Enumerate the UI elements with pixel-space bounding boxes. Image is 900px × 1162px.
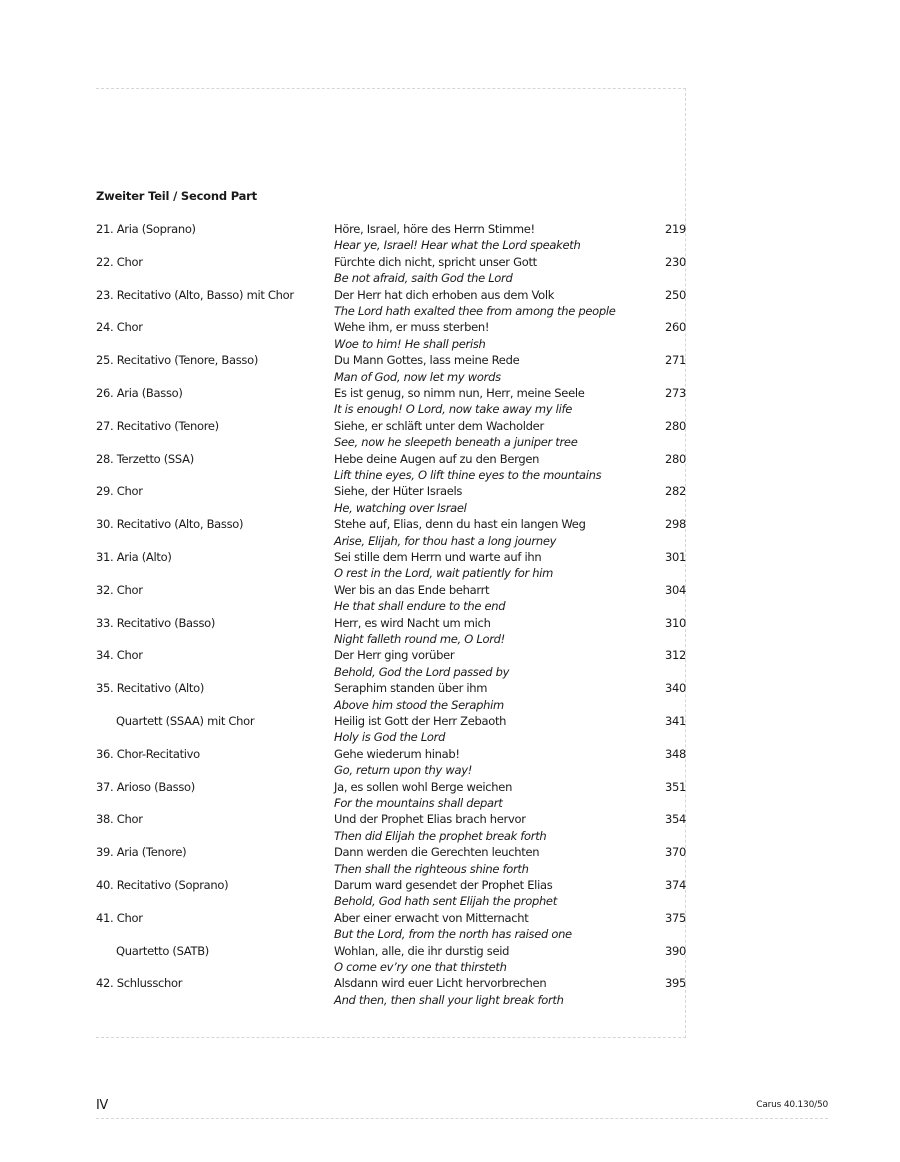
movement-label: 35. Recitativo (Alto): [96, 681, 205, 696]
movement-label: 24. Chor: [96, 320, 143, 335]
english-incipit: Woe to him! He shall perish: [334, 336, 486, 351]
section-title: Zweiter Teil / Second Part: [96, 189, 257, 203]
movement-label: 34. Chor: [96, 648, 143, 663]
movement-label: 32. Chor: [96, 582, 143, 597]
movement-label: Quartett (SSAA) mit Chor: [116, 713, 255, 728]
english-incipit: Hear ye, Israel! Hear what the Lord speaketh: [334, 238, 581, 253]
page-number: 219: [664, 222, 686, 236]
toc-entry: [96, 944, 686, 977]
english-incipit: He, watching over Israel: [334, 500, 467, 515]
german-incipit: Hebe deine Augen auf zu den Bergen: [334, 451, 540, 466]
page-number: 280: [664, 451, 686, 466]
english-incipit: O rest in the Lord, wait patiently for him: [334, 566, 554, 581]
english-incipit: Lift thine eyes, O lift thine eyes to the mountains: [334, 467, 602, 482]
german-incipit: Wehe ihm, er muss sterben!: [334, 320, 490, 335]
english-incipit: But the Lord, from the north has raised one: [334, 927, 572, 942]
page-number: 395: [664, 976, 686, 991]
toc-entry: [96, 714, 686, 747]
page-number: 341: [664, 713, 686, 728]
movement-label: 42. Schlusschor: [96, 976, 183, 991]
toc-entry: [96, 255, 686, 288]
movement-label: 37. Arioso (Basso): [96, 779, 195, 794]
movement-label: 26. Aria (Basso): [96, 385, 183, 400]
toc-entry: [96, 648, 686, 681]
movement-label: Quartetto (SATB): [116, 943, 209, 958]
page-number: 230: [664, 254, 686, 269]
german-incipit: Fürchte dich nicht, spricht unser Gott: [334, 254, 537, 269]
english-incipit: O come ev’ry one that thirsteth: [334, 959, 507, 974]
toc-entry: [96, 452, 686, 485]
page-number: 273: [664, 385, 686, 400]
page-number: 280: [664, 418, 686, 433]
movement-label: 22. Chor: [96, 254, 143, 269]
toc-entry: [96, 517, 686, 550]
toc-entry: [96, 320, 686, 353]
movement-label: 39. Aria (Tenore): [96, 845, 187, 860]
german-incipit: Heilig ist Gott der Herr Zebaoth: [334, 713, 507, 728]
table-of-contents: [96, 222, 686, 1009]
toc-entry: [96, 878, 686, 911]
toc-entry: [96, 747, 686, 780]
english-incipit: It is enough! O Lord, now take away my life: [334, 402, 573, 417]
german-incipit: Du Mann Gottes, lass meine Rede: [334, 353, 520, 368]
page-number: 374: [664, 877, 686, 892]
movement-label: 33. Recitativo (Basso): [96, 615, 216, 630]
english-incipit: For the mountains shall depart: [334, 795, 503, 810]
movement-label: 23. Recitativo (Alto, Basso) mit Chor: [96, 287, 294, 302]
german-incipit: Der Herr hat dich erhoben aus dem Volk: [334, 287, 555, 302]
page-number: 351: [664, 779, 686, 794]
page-number: 282: [664, 484, 686, 499]
toc-entry: [96, 681, 686, 714]
movement-label: 25. Recitativo (Tenore, Basso): [96, 353, 259, 368]
english-incipit: And then, then shall your light break forth: [334, 992, 564, 1007]
german-incipit: Darum ward gesendet der Prophet Elias: [334, 877, 553, 892]
english-incipit: Behold, God the Lord passed by: [334, 664, 510, 679]
page-number: 348: [664, 746, 686, 761]
page-number: 340: [664, 681, 686, 696]
page-number: 370: [664, 845, 686, 860]
german-incipit: Dann werden die Gerechten leuchten: [334, 845, 540, 860]
movement-label: 38. Chor: [96, 812, 143, 827]
page-number: 260: [664, 320, 686, 335]
english-incipit: He that shall endure to the end: [334, 599, 506, 614]
footer-divider: [96, 1118, 828, 1119]
german-incipit: Aber einer erwacht von Mitternacht: [334, 910, 529, 925]
toc-entry: [96, 845, 686, 878]
german-incipit: Wer bis an das Ende beharrt: [334, 582, 490, 597]
toc-entry: [96, 386, 686, 419]
movement-label: 36. Chor-Recitativo: [96, 746, 200, 761]
english-incipit: Night falleth round me, O Lord!: [334, 631, 505, 646]
german-incipit: Siehe, der Hüter Israels: [334, 484, 463, 499]
english-incipit: Then shall the righteous shine forth: [334, 861, 529, 876]
movement-label: 29. Chor: [96, 484, 143, 499]
page-number: 271: [664, 353, 686, 368]
toc-entry: [96, 484, 686, 517]
page-number: 301: [664, 549, 686, 564]
page-number: 375: [664, 910, 686, 925]
english-incipit: Above him stood the Seraphim: [334, 697, 504, 712]
german-incipit: Sei stille dem Herrn und warte auf ihn: [334, 549, 542, 564]
movement-label: 30. Recitativo (Alto, Basso): [96, 517, 244, 532]
page-number: 310: [664, 615, 686, 630]
german-incipit: Stehe auf, Elias, denn du hast ein langen Weg: [334, 517, 586, 532]
english-incipit: The Lord hath exalted thee from among the people: [334, 303, 616, 318]
toc-entry: [96, 616, 686, 649]
page-number: 390: [664, 943, 686, 958]
page-number: 298: [664, 517, 686, 532]
movement-label: 27. Recitativo (Tenore): [96, 418, 219, 433]
english-incipit: Be not afraid, saith God the Lord: [334, 271, 513, 286]
page-numeral: IV: [96, 1098, 108, 1113]
english-incipit: Behold, God hath sent Elijah the prophet: [334, 894, 557, 909]
movement-label: 21. Aria (Soprano): [96, 222, 196, 236]
english-incipit: Arise, Elijah, for thou hast a long journey: [334, 533, 557, 548]
german-incipit: Und der Prophet Elias brach hervor: [334, 812, 526, 827]
toc-entry: [96, 222, 686, 255]
german-incipit: Seraphim standen über ihm: [334, 681, 488, 696]
catalog-number: Carus 40.130/50: [756, 1100, 828, 1110]
toc-entry: [96, 419, 686, 452]
english-incipit: See, now he sleepeth beneath a juniper tree: [334, 435, 578, 450]
english-incipit: Go, return upon thy way!: [334, 763, 473, 778]
english-incipit: Man of God, now let my words: [334, 369, 501, 384]
movement-label: 41. Chor: [96, 910, 143, 925]
toc-entry: [96, 976, 686, 1009]
toc-entry: [96, 550, 686, 583]
german-incipit: Der Herr ging vorüber: [334, 648, 455, 663]
toc-entry: [96, 353, 686, 386]
german-incipit: Ja, es sollen wohl Berge weichen: [334, 779, 513, 794]
german-incipit: Gehe wiederum hinab!: [334, 746, 460, 761]
page-number: 250: [664, 287, 686, 302]
toc-entry: [96, 812, 686, 845]
german-incipit: Es ist genug, so nimm nun, Herr, meine Seele: [334, 385, 585, 400]
toc-entry: [96, 780, 686, 813]
german-incipit: Herr, es wird Nacht um mich: [334, 615, 491, 630]
page-number: 304: [664, 582, 686, 597]
page-number: 354: [664, 812, 686, 827]
german-incipit: Wohlan, alle, die ihr durstig seid: [334, 943, 510, 958]
movement-label: 28. Terzetto (SSA): [96, 451, 194, 466]
toc-entry: [96, 911, 686, 944]
page-number: 312: [664, 648, 686, 663]
english-incipit: Holy is God the Lord: [334, 730, 446, 745]
movement-label: 31. Aria (Alto): [96, 549, 172, 564]
german-incipit: Höre, Israel, höre des Herrn Stimme!: [334, 222, 535, 236]
toc-entry: [96, 583, 686, 616]
english-incipit: Then did Elijah the prophet break forth: [334, 828, 547, 843]
movement-label: 40. Recitativo (Soprano): [96, 877, 229, 892]
toc-entry: [96, 288, 686, 321]
german-incipit: Siehe, er schläft unter dem Wacholder: [334, 418, 544, 433]
german-incipit: Alsdann wird euer Licht hervorbrechen: [334, 976, 547, 991]
